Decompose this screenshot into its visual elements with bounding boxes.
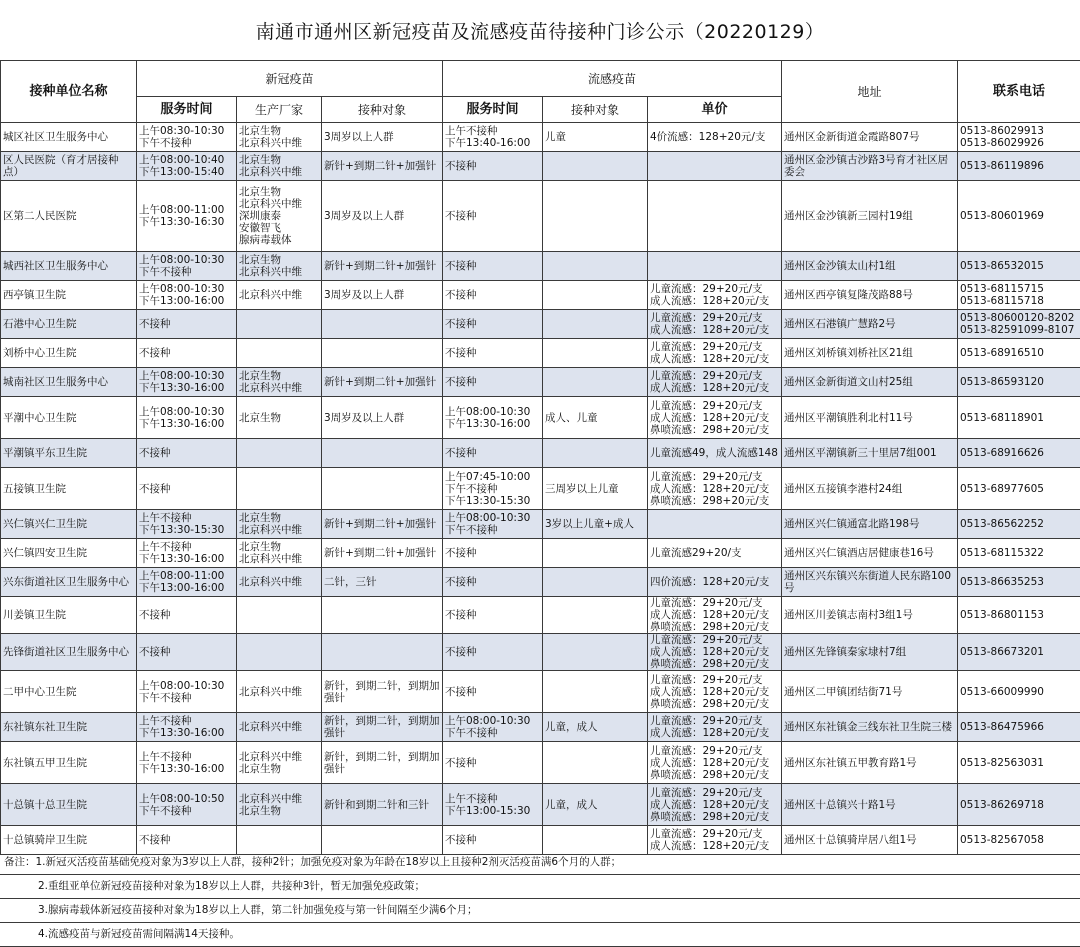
table-row [1,713,1080,742]
vaccine-clinic-table [0,60,1080,855]
cell-flu-target: 儿童，成人 [543,784,648,826]
cell-unit-name: 兴仁镇四安卫生院 [1,539,137,568]
cell-flu-target [543,439,648,468]
cell-address: 通州区先锋镇秦家埭村7组 [782,634,958,671]
cell-flu-price: 儿童流感：29+20元/支 成人流感：128+20元/支 鼻喷流感：298+20元/支 [648,671,782,713]
cell-covid-maker [237,310,322,339]
cell-flu-target [543,339,648,368]
cell-unit-name: 区第二人民医院 [1,181,137,252]
cell-covid-target [322,310,443,339]
cell-phone: 0513-86562252 [958,510,1080,539]
cell-covid-maker: 北京生物 北京科兴中维 [237,252,322,281]
cell-flu-price: 儿童流感29+20/支 [648,539,782,568]
cell-covid-time: 不接种 [137,339,237,368]
cell-phone: 0513-86673201 [958,634,1080,671]
cell-address: 通州区二甲镇团结街71号 [782,671,958,713]
cell-covid-target: 新针，到期二针，到期加强针 [322,713,443,742]
cell-covid-target: 新针+到期二针+加强针 [322,368,443,397]
cell-address: 通州区金新街道文山村25组 [782,368,958,397]
table-row [1,281,1080,310]
cell-covid-time: 上午不接种 下午13:30-16:00 [137,539,237,568]
table-row [1,742,1080,784]
cell-covid-time: 不接种 [137,597,237,634]
cell-covid-time: 上午08:00-10:40 下午13:00-15:40 [137,152,237,181]
cell-flu-time: 不接种 [443,439,543,468]
table-row [1,368,1080,397]
cell-covid-target: 新针+到期二针+加强针 [322,539,443,568]
cell-phone: 0513-82563031 [958,742,1080,784]
cell-covid-maker: 北京科兴中维 [237,671,322,713]
cell-flu-time: 上午不接种 下午13:00-15:30 [443,784,543,826]
table-row [1,252,1080,281]
note-3: 3.腺病毒载体新冠疫苗接种对象为18岁以上人群，第二针加强免疫与第一针间隔至少满6个月； [0,899,1080,923]
cell-flu-target [543,742,648,784]
cell-flu-time: 不接种 [443,597,543,634]
cell-covid-time: 上午08:00-10:30 下午不接种 [137,252,237,281]
cell-address: 通州区川姜镇志南村3组1号 [782,597,958,634]
cell-unit-name: 十总镇十总卫生院 [1,784,137,826]
cell-covid-target: 3周岁以上人群 [322,123,443,152]
header-unit: 接种单位名称 [1,61,137,123]
cell-phone: 0513-80600120-8202 0513-82591099-8107 [958,310,1080,339]
table-row [1,181,1080,252]
table-row [1,339,1080,368]
cell-flu-time: 不接种 [443,742,543,784]
cell-covid-time: 上午不接种 下午13:30-16:00 [137,713,237,742]
cell-unit-name: 十总镇骑岸卫生院 [1,826,137,855]
cell-flu-target [543,634,648,671]
cell-covid-maker: 北京生物 [237,397,322,439]
cell-covid-target: 新针和到期二针和三针 [322,784,443,826]
cell-covid-time: 不接种 [137,439,237,468]
cell-flu-target: 儿童 [543,123,648,152]
cell-flu-target: 三周岁以上儿童 [543,468,648,510]
cell-flu-price: 儿童流感：29+20元/支 成人流感：128+20元/支 鼻喷流感：298+20元/支 [648,468,782,510]
page-title: 南通市通州区新冠疫苗及流感疫苗待接种门诊公示（20220129） [0,0,1080,60]
cell-phone: 0513-86801153 [958,597,1080,634]
cell-flu-time: 上午07:45-10:00 下午不接种 下午13:30-15:30 [443,468,543,510]
cell-phone: 0513-68977605 [958,468,1080,510]
cell-flu-time: 不接种 [443,539,543,568]
cell-phone: 0513-82567058 [958,826,1080,855]
cell-covid-target [322,468,443,510]
cell-covid-maker: 北京科兴中维 北京生物 [237,784,322,826]
cell-address: 通州区东社镇金三线东社卫生院三楼 [782,713,958,742]
header-phone: 联系电话 [958,61,1080,123]
cell-address: 通州区兴仁镇通富北路198号 [782,510,958,539]
cell-unit-name: 平潮镇平东卫生院 [1,439,137,468]
cell-unit-name: 二甲中心卫生院 [1,671,137,713]
cell-flu-price: 4价流感：128+20元/支 [648,123,782,152]
header-covid-target: 接种对象 [322,97,443,123]
cell-covid-maker: 北京科兴中维 [237,713,322,742]
cell-covid-time: 上午08:00-10:30 下午不接种 [137,671,237,713]
header-covid-time: 服务时间 [137,97,237,123]
cell-covid-time: 上午08:30-10:30 下午不接种 [137,123,237,152]
header-address: 地址 [782,61,958,123]
cell-flu-price [648,181,782,252]
cell-flu-time: 上午08:00-10:30 下午13:30-16:00 [443,397,543,439]
table-row [1,510,1080,539]
table-row [1,123,1080,152]
cell-covid-time: 上午08:00-11:00 下午13:30-16:30 [137,181,237,252]
cell-covid-time: 上午08:00-11:00 下午13:00-16:00 [137,568,237,597]
cell-unit-name: 东社镇五甲卫生院 [1,742,137,784]
cell-unit-name: 城南社区卫生服务中心 [1,368,137,397]
header-flu-price: 单价 [648,97,782,123]
cell-flu-price: 儿童流感：29+20元/支 成人流感：128+20元/支 鼻喷流感：298+20元/支 [648,597,782,634]
cell-phone: 0513-86593120 [958,368,1080,397]
table-row [1,634,1080,671]
cell-covid-target: 新针+到期二针+加强针 [322,152,443,181]
cell-flu-time: 上午08:00-10:30 下午不接种 [443,713,543,742]
cell-covid-time: 上午08:00-10:30 下午13:00-16:00 [137,281,237,310]
cell-flu-price [648,152,782,181]
cell-flu-time: 不接种 [443,339,543,368]
cell-covid-time: 不接种 [137,826,237,855]
cell-flu-target [543,671,648,713]
cell-covid-maker [237,439,322,468]
cell-covid-maker [237,634,322,671]
cell-address: 通州区兴仁镇酒店居健康巷16号 [782,539,958,568]
cell-address: 通州区五接镇李港村24组 [782,468,958,510]
cell-covid-target: 新针，到期二针，到期加强针 [322,742,443,784]
cell-address: 通州区刘桥镇刘桥社区21组 [782,339,958,368]
cell-flu-time: 不接种 [443,281,543,310]
table-row [1,152,1080,181]
cell-covid-maker: 北京科兴中维 [237,281,322,310]
cell-flu-target [543,597,648,634]
cell-covid-target: 新针+到期二针+加强针 [322,510,443,539]
cell-flu-price: 儿童流感：29+20元/支 成人流感：128+20元/支 鼻喷流感：298+20元/支 [648,634,782,671]
cell-covid-target: 新针，到期二针，到期加强针 [322,671,443,713]
cell-flu-time: 不接种 [443,368,543,397]
cell-flu-time: 不接种 [443,310,543,339]
cell-covid-time: 不接种 [137,310,237,339]
cell-flu-time: 不接种 [443,671,543,713]
cell-flu-price [648,510,782,539]
cell-flu-price: 儿童流感：29+20元/支 成人流感：128+20元/支 [648,713,782,742]
cell-flu-time: 不接种 [443,252,543,281]
cell-address: 通州区金沙镇新三园村19组 [782,181,958,252]
cell-covid-time: 不接种 [137,634,237,671]
cell-address: 通州区平潮镇新三十里居7组001 [782,439,958,468]
note-2: 2.重组亚单位新冠疫苗接种对象为18岁以上人群，共接种3针，暂无加强免疫政策； [0,875,1080,899]
cell-phone: 0513-86029913 0513-86029926 [958,123,1080,152]
cell-flu-price: 儿童流感：29+20元/支 成人流感：128+20元/支 鼻喷流感：298+20元/支 [648,784,782,826]
cell-covid-target [322,634,443,671]
cell-phone: 0513-68115715 0513-68115718 [958,281,1080,310]
cell-covid-target: 3周岁及以上人群 [322,397,443,439]
cell-covid-target: 3周岁及以上人群 [322,281,443,310]
cell-unit-name: 川姜镇卫生院 [1,597,137,634]
cell-covid-time: 上午08:00-10:50 下午不接种 [137,784,237,826]
cell-covid-time: 不接种 [137,468,237,510]
cell-flu-target [543,310,648,339]
cell-flu-time: 不接种 [443,181,543,252]
table-row [1,397,1080,439]
table-body [1,123,1080,855]
cell-address: 通州区兴东镇兴东街道人民东路100号 [782,568,958,597]
cell-flu-price: 四价流感：128+20元/支 [648,568,782,597]
table-row [1,439,1080,468]
cell-covid-time: 上午08:00-10:30 下午13:30-16:00 [137,368,237,397]
cell-phone: 0513-86119896 [958,152,1080,181]
cell-phone: 0513-86635253 [958,568,1080,597]
cell-flu-target [543,281,648,310]
cell-covid-maker: 北京生物 北京科兴中维 [237,368,322,397]
header-flu-target: 接种对象 [543,97,648,123]
cell-flu-price: 儿童流感：29+20元/支 成人流感：128+20元/支 鼻喷流感：298+20元/支 [648,397,782,439]
header-covid: 新冠疫苗 [137,61,443,97]
cell-covid-maker: 北京科兴中维 北京生物 [237,742,322,784]
cell-covid-target: 二针，三针 [322,568,443,597]
cell-flu-time: 上午不接种 下午13:40-16:00 [443,123,543,152]
cell-address: 通州区平潮镇胜利北村11号 [782,397,958,439]
cell-covid-time: 上午08:00-10:30 下午13:30-16:00 [137,397,237,439]
cell-unit-name: 五接镇卫生院 [1,468,137,510]
note-1: 备注：1.新冠灭活疫苗基础免疫对象为3岁以上人群，接种2针；加强免疫对象为年龄在18岁以上且接种2剂灭活疫苗满6个月的人群； [0,851,1080,875]
cell-flu-target [543,368,648,397]
cell-unit-name: 兴仁镇兴仁卫生院 [1,510,137,539]
table-row [1,784,1080,826]
cell-flu-target [543,152,648,181]
cell-covid-target [322,439,443,468]
cell-flu-price: 儿童流感：29+20元/支 成人流感：128+20元/支 鼻喷流感：298+20元/支 [648,742,782,784]
cell-address: 通州区金沙镇太山村1组 [782,252,958,281]
table-row [1,671,1080,713]
cell-flu-time: 不接种 [443,826,543,855]
cell-flu-time: 不接种 [443,568,543,597]
table-row [1,310,1080,339]
cell-flu-price: 儿童流感49，成人流感148 [648,439,782,468]
cell-flu-target [543,568,648,597]
cell-address: 通州区西亭镇复隆茂路88号 [782,281,958,310]
header-flu: 流感疫苗 [443,61,782,97]
cell-flu-time: 上午08:00-10:30 下午不接种 [443,510,543,539]
cell-flu-price: 儿童流感：29+20元/支 成人流感：128+20元/支 [648,368,782,397]
cell-phone: 0513-86532015 [958,252,1080,281]
header-covid-maker: 生产厂家 [237,97,322,123]
cell-flu-target [543,181,648,252]
cell-unit-name: 区人民医院（育才居接种点） [1,152,137,181]
cell-flu-target: 3岁以上儿童+成人 [543,510,648,539]
cell-address: 通州区金新街道金霞路807号 [782,123,958,152]
cell-covid-target [322,597,443,634]
cell-covid-target: 3周岁及以上人群 [322,181,443,252]
cell-unit-name: 城西社区卫生服务中心 [1,252,137,281]
cell-unit-name: 东社镇东社卫生院 [1,713,137,742]
cell-covid-maker: 北京生物 北京科兴中维 [237,152,322,181]
table-row [1,539,1080,568]
cell-phone: 0513-66009990 [958,671,1080,713]
cell-flu-price: 儿童流感：29+20元/支 成人流感：128+20元/支 [648,310,782,339]
cell-covid-maker: 北京科兴中维 [237,568,322,597]
cell-flu-time: 不接种 [443,634,543,671]
cell-address: 通州区十总镇兴十路1号 [782,784,958,826]
cell-covid-maker: 北京生物 北京科兴中维 [237,510,322,539]
cell-covid-maker: 北京生物 北京科兴中维 [237,123,322,152]
cell-phone: 0513-80601969 [958,181,1080,252]
cell-flu-target: 成人、儿童 [543,397,648,439]
cell-covid-maker [237,339,322,368]
cell-phone: 0513-68916626 [958,439,1080,468]
cell-phone: 0513-68118901 [958,397,1080,439]
cell-unit-name: 刘桥中心卫生院 [1,339,137,368]
cell-address: 通州区东社镇五甲教育路1号 [782,742,958,784]
cell-flu-price: 儿童流感：29+20元/支 成人流感：128+20元/支 [648,281,782,310]
table-row [1,597,1080,634]
cell-unit-name: 城区社区卫生服务中心 [1,123,137,152]
cell-covid-maker: 北京生物 北京科兴中维 [237,539,322,568]
cell-covid-maker [237,597,322,634]
cell-covid-time: 上午不接种 下午13:30-15:30 [137,510,237,539]
cell-flu-target [543,252,648,281]
table-row [1,568,1080,597]
cell-flu-time: 不接种 [443,152,543,181]
cell-covid-time: 上午不接种 下午13:30-16:00 [137,742,237,784]
cell-covid-target [322,339,443,368]
cell-flu-target [543,539,648,568]
cell-flu-price: 儿童流感：29+20元/支 成人流感：128+20元/支 [648,826,782,855]
cell-phone: 0513-68916510 [958,339,1080,368]
cell-unit-name: 兴东街道社区卫生服务中心 [1,568,137,597]
cell-covid-maker [237,468,322,510]
cell-flu-price: 儿童流感：29+20元/支 成人流感：128+20元/支 [648,339,782,368]
cell-unit-name: 平潮中心卫生院 [1,397,137,439]
cell-phone: 0513-86269718 [958,784,1080,826]
cell-address: 通州区十总镇骑岸居八组1号 [782,826,958,855]
cell-flu-target: 儿童，成人 [543,713,648,742]
cell-unit-name: 石港中心卫生院 [1,310,137,339]
cell-phone: 0513-86475966 [958,713,1080,742]
cell-phone: 0513-68115322 [958,539,1080,568]
table-row [1,468,1080,510]
cell-flu-price [648,252,782,281]
cell-covid-target: 新针+到期二针+加强针 [322,252,443,281]
note-4: 4.流感疫苗与新冠疫苗需间隔满14天接种。 [0,923,1080,947]
header-flu-time: 服务时间 [443,97,543,123]
notes [0,851,1080,947]
cell-unit-name: 先锋街道社区卫生服务中心 [1,634,137,671]
cell-address: 通州区金沙镇古沙路3号育才社区居委会 [782,152,958,181]
cell-unit-name: 西亭镇卫生院 [1,281,137,310]
cell-address: 通州区石港镇广慧路2号 [782,310,958,339]
cell-covid-maker: 北京生物 北京科兴中维 深圳康泰 安徽智飞 腺病毒载体 [237,181,322,252]
